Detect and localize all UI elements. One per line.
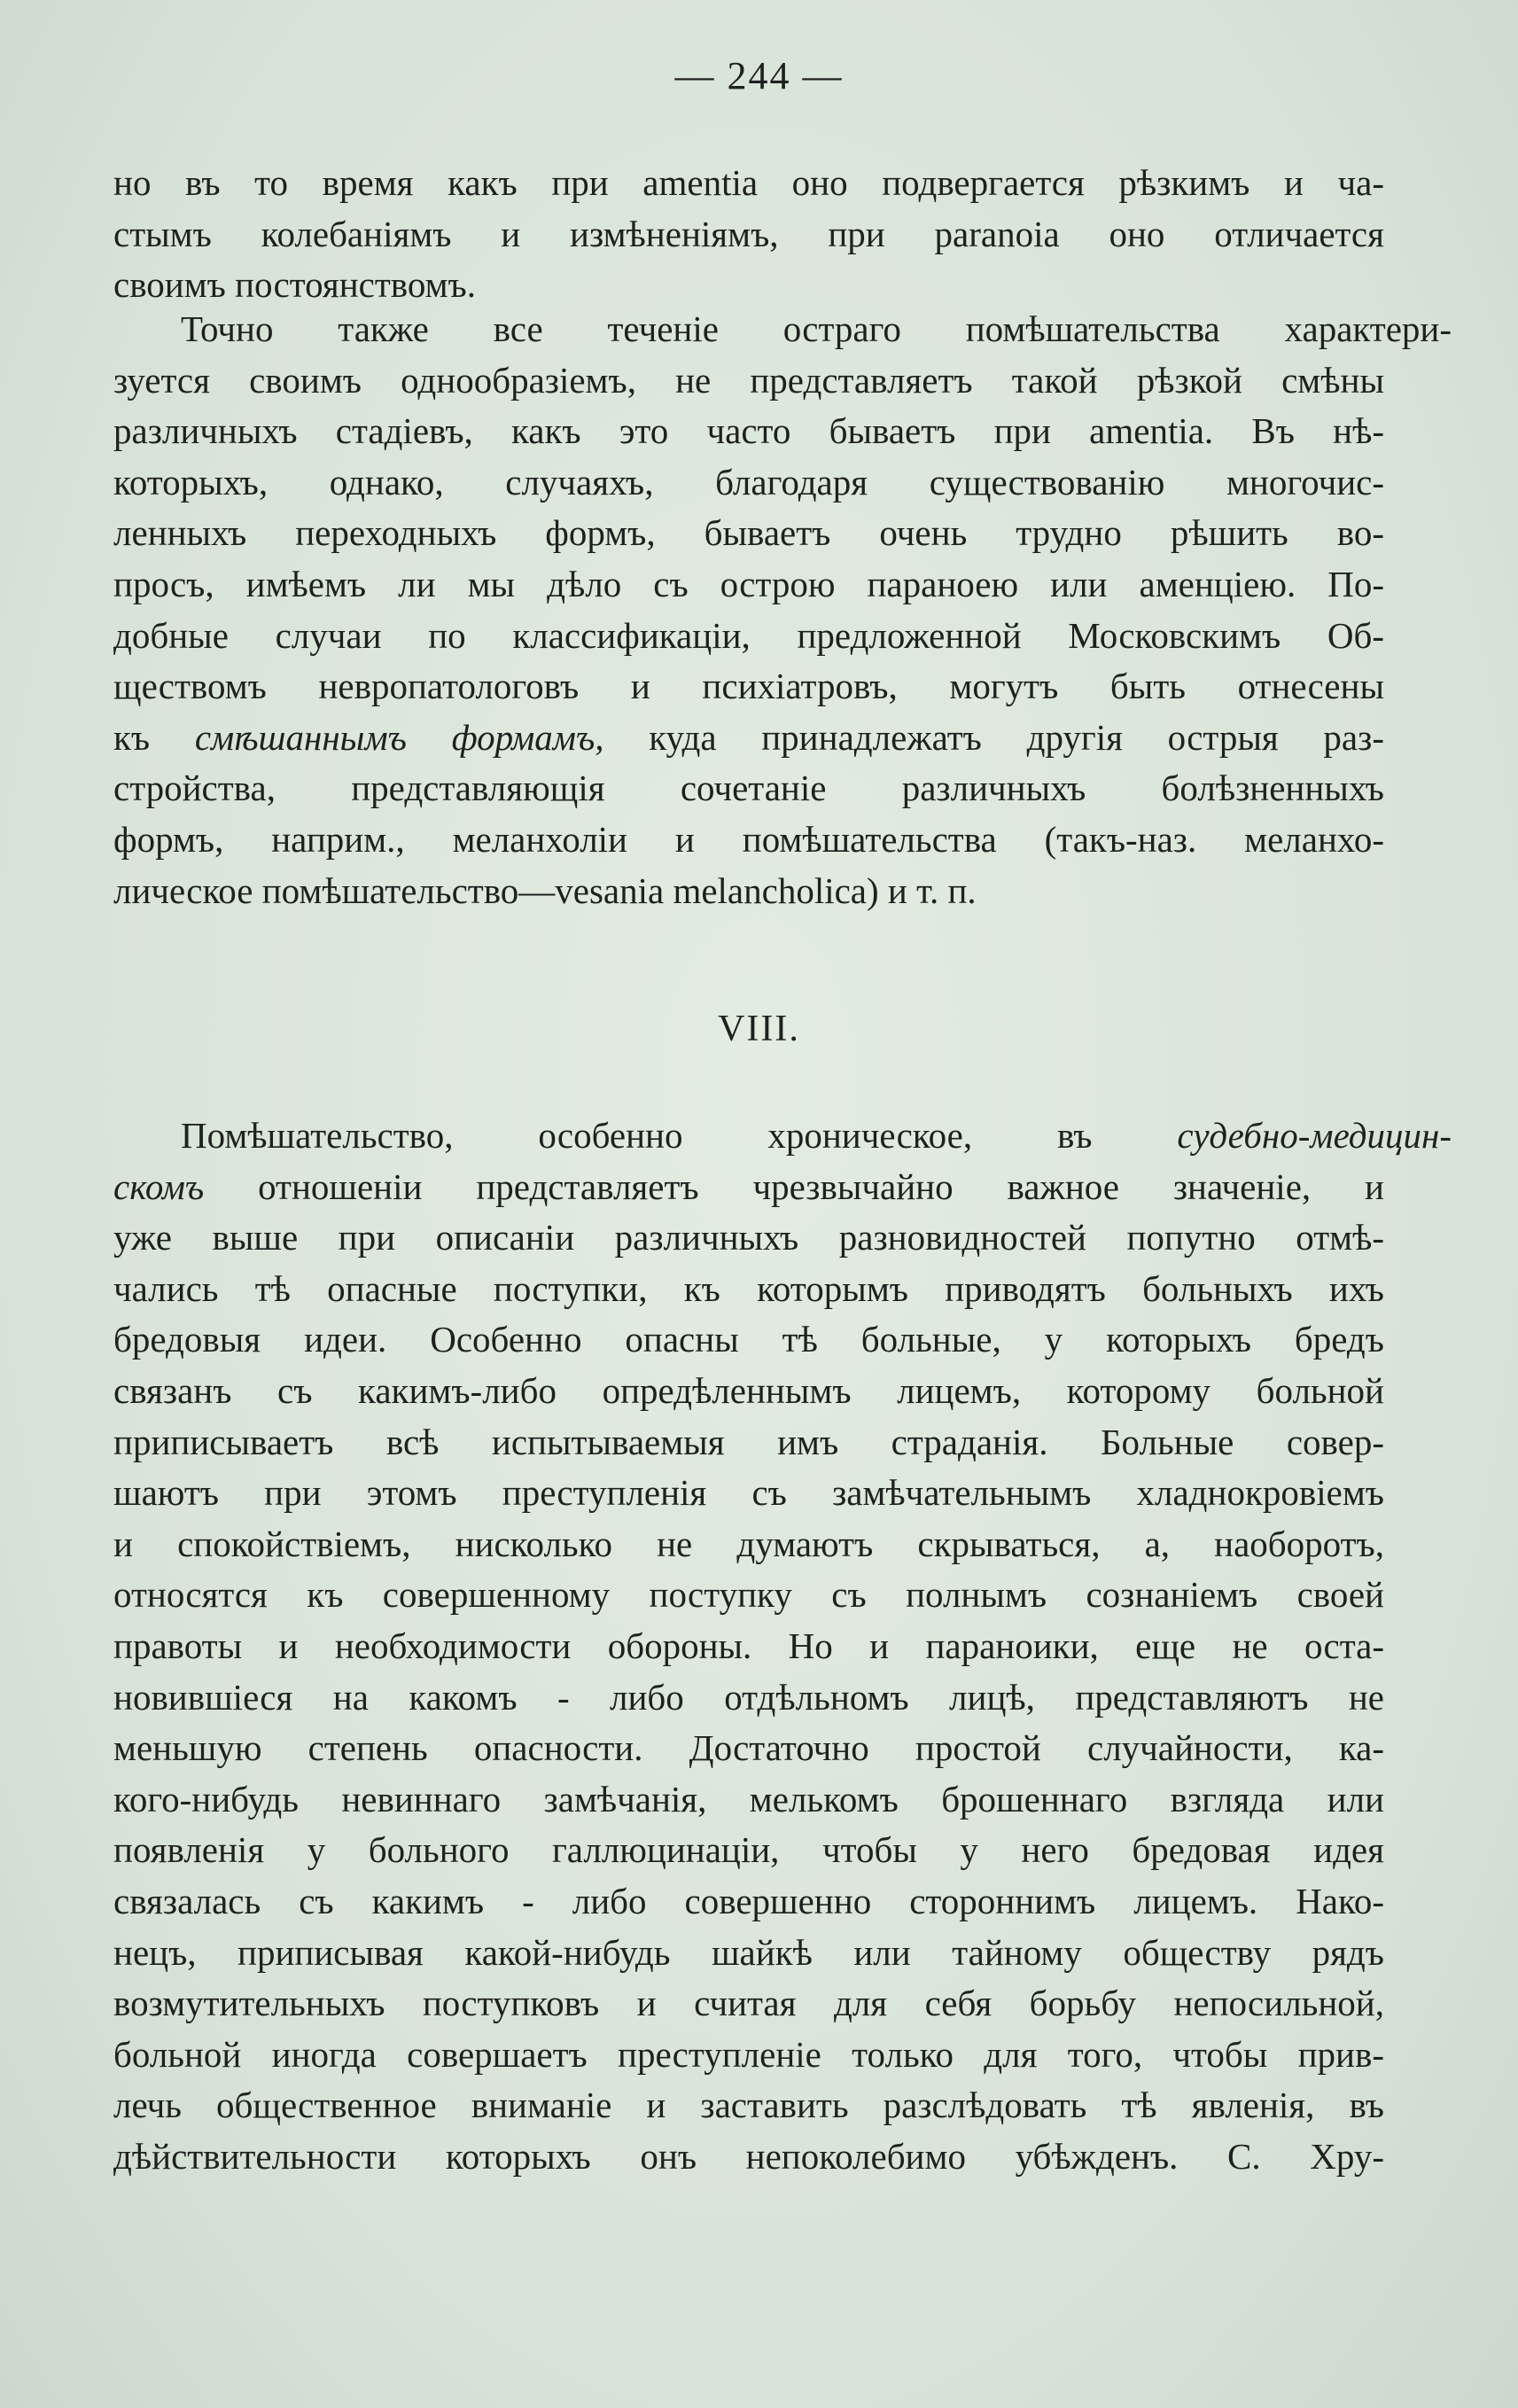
text-line: просъ, имѣемъ ли мы дѣло съ острою параноею или аменціею. По-: [113, 563, 1384, 604]
text-line: появленія у больного галлюцинаціи, чтобы у него бредовая идея: [113, 1829, 1384, 1871]
text-run: Помѣшательство, особенно хроническое, въ: [181, 1115, 1178, 1156]
text-line: чались тѣ опасные поступки, къ которымъ приводятъ больныхъ ихъ: [113, 1267, 1384, 1309]
text-line: лечь общественное вниманіе и заставить разслѣдовать тѣ явленія, въ: [113, 2085, 1384, 2126]
text-run: куда принадлежатъ другія острыя раз-: [603, 716, 1384, 758]
text-run: къ: [113, 716, 195, 758]
text-line: нецъ, приписывая какой-нибудь шайкѣ или тайному обществу рядъ: [113, 1931, 1384, 1973]
text-line: Точно также все теченіе остраго помѣшательства характери-: [181, 308, 1452, 349]
text-line: добные случаи по классификаціи, предложенной Московскимъ Об-: [113, 614, 1384, 656]
paragraph-acute-insanity: [113, 304, 1452, 916]
text-line: но въ то время какъ при amentia оно подвергается рѣзкимъ и ча-: [113, 162, 1384, 203]
text-line: связанъ съ какимъ-либо опредѣленнымъ лицемъ, которому больной: [113, 1369, 1384, 1411]
text-line: различныхъ стадіевъ, какъ это часто бываетъ при amentia. Въ нѣ-: [113, 410, 1384, 452]
section-heading: VIII.: [718, 1009, 800, 1049]
italic-term: смѣшаннымъ формамъ,: [194, 716, 604, 758]
text-line: дѣйствительности которыхъ онъ непоколебимо убѣжденъ. С. Хру-: [113, 2135, 1384, 2177]
text-line-mixed: [113, 1162, 1384, 1213]
text-line: и спокойствіемъ, нисколько не думаютъ скрываться, а, наоборотъ,: [113, 1523, 1384, 1564]
text-line: уже выше при описаніи различныхъ разновидностей попутно отмѣ-: [113, 1217, 1384, 1259]
text-line: бредовыя идеи. Особенно опасны тѣ больные, у которыхъ бредъ: [113, 1319, 1384, 1360]
text-line: возмутительныхъ поступковъ и считая для себя борьбу непосильной,: [113, 1983, 1384, 2024]
text-line-mixed: [113, 1110, 1452, 1162]
page-number: — 244 —: [674, 54, 844, 97]
text-line: стымъ колебаніямъ и измѣненіямъ, при paranoia оно отличается: [113, 213, 1384, 254]
text-line: больной иногда совершаетъ преступленіе только для того, чтобы прив-: [113, 2033, 1384, 2075]
text-run: отношеніи представляетъ чрезвычайно важное значеніе, и: [204, 1165, 1384, 1207]
text-line: относятся къ совершенному поступку съ полнымъ сознаніемъ своей: [113, 1574, 1384, 1616]
text-line: зуется своимъ однообразіемъ, не представляетъ такой рѣзкой смѣны: [113, 359, 1384, 401]
text-line: которыхъ, однако, случаяхъ, благодаря существованію многочис-: [113, 461, 1384, 503]
text-line: новившіеся на какомъ - либо отдѣльномъ лицѣ, представляютъ не: [113, 1676, 1384, 1718]
text-line: лическое помѣшательство—vesania melancholica) и т. п.: [113, 869, 977, 911]
text-line-mixed: [113, 713, 1384, 764]
text-line: связалась съ какимъ - либо совершенно стороннимъ лицемъ. Нако-: [113, 1880, 1384, 1921]
text-line: кого-нибудь невиннаго замѣчанія, мелькомъ брошеннаго взгляда или: [113, 1778, 1384, 1820]
text-line: правоты и необходимости обороны. Но и параноики, еще не оста-: [113, 1625, 1384, 1666]
paragraph-forensic: [113, 1110, 1452, 2182]
paragraph-continuation: [113, 158, 1384, 311]
text-line: своимъ постоянствомъ.: [113, 264, 476, 306]
italic-term: судебно-медицин-: [1177, 1115, 1452, 1156]
text-line: стройства, представляющія сочетаніе различныхъ болѣзненныхъ: [113, 768, 1384, 809]
text-line: приписываетъ всѣ испытываемыя имъ страданія. Больные совер-: [113, 1421, 1384, 1462]
text-line: формъ, наприм., меланхоліи и помѣшательства (такъ-наз. меланхо-: [113, 818, 1384, 860]
text-line: ществомъ невропатологовъ и психіатровъ, могутъ быть отнесены: [113, 666, 1384, 707]
text-line: меньшую степень опасности. Достаточно простой случайности, ка-: [113, 1727, 1384, 1769]
text-line: ленныхъ переходныхъ формъ, бываетъ очень трудно рѣшить во-: [113, 512, 1384, 554]
italic-term: скомъ: [113, 1165, 205, 1207]
text-line: шаютъ при этомъ преступленія съ замѣчательнымъ хладнокровіемъ: [113, 1472, 1384, 1514]
